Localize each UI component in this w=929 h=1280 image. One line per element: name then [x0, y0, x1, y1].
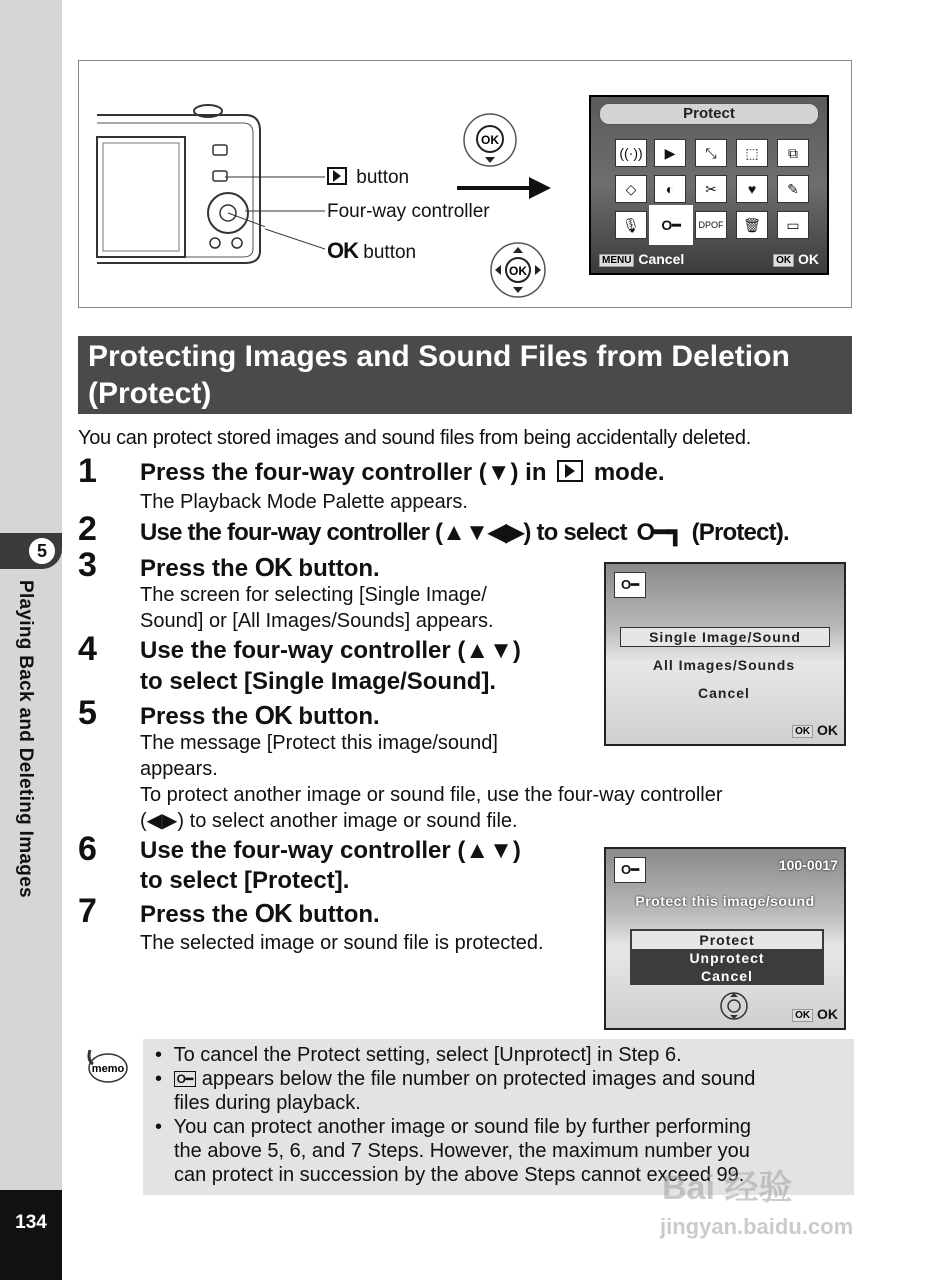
- protect-select-screen: [604, 562, 846, 746]
- ok-key: OK: [792, 1009, 813, 1022]
- screen2-ok[interactable]: [792, 1006, 838, 1022]
- step-4-heading-line2: to select [Single Image/Sound].: [140, 668, 497, 695]
- protect-key-icon: O━: [614, 857, 646, 883]
- step-6-number: 6: [78, 830, 97, 868]
- palette-title: Protect: [683, 105, 735, 122]
- red-eye-icon: ✂: [695, 175, 727, 203]
- ok-key: OK: [773, 254, 794, 267]
- filter-icon: ◐: [654, 175, 686, 203]
- callout-lines: [265, 169, 325, 251]
- memo-item-2-cont: files during playback.: [174, 1092, 361, 1114]
- ok-glyph: OK: [327, 238, 358, 263]
- playback-mode-icon: [557, 460, 583, 482]
- frame-icon: ♥: [736, 175, 768, 203]
- memo-item-2: [155, 1067, 755, 1091]
- playback-button-callout: [327, 167, 409, 189]
- page-number: 134: [0, 1190, 62, 1280]
- resize-icon: ⤡: [695, 139, 727, 167]
- memo-item-1-text: To cancel the Protect setting, select [Unprotect] in Step 6.: [173, 1044, 682, 1066]
- intro-text: You can protect stored images and sound files from being accidentally deleted.: [78, 427, 751, 449]
- step-3-heading-a: Press the: [140, 555, 249, 582]
- section-heading: Protecting Images and Sound Files from Deletion (Protect): [78, 336, 852, 414]
- copy-icon: ⧉: [777, 139, 809, 167]
- playback-button-label: button: [356, 167, 410, 188]
- ok-glyph: OK: [254, 898, 292, 928]
- palette-cancel[interactable]: [599, 251, 684, 267]
- step-5-number: 5: [78, 694, 97, 732]
- slideshow-icon: ▶: [654, 139, 686, 167]
- step-5-body-line4: (◀▶) to select another image or sound file.: [140, 810, 518, 832]
- option-all-images-sounds[interactable]: All Images/Sounds: [652, 657, 796, 673]
- palette-ok-label: OK: [798, 251, 819, 267]
- ok-button-label: button: [363, 242, 417, 263]
- start-screen-icon: ▭: [777, 211, 809, 239]
- memo-item-3-cont2: can protect in succession by the above Steps cannot exceed 99.: [174, 1164, 745, 1186]
- chapter-title: Playing Back and Deleting Images: [15, 580, 36, 898]
- step-2-heading-a: Use the four-way controller (▲▼◀▶) to select: [140, 519, 627, 546]
- ok-glyph: OK: [254, 700, 292, 730]
- memo-item-3: [155, 1115, 751, 1139]
- ok-press-icon-text: OK: [481, 133, 499, 147]
- step-5-heading-b: button.: [298, 703, 380, 730]
- protect-key-icon: O━: [174, 1071, 197, 1087]
- step-6-heading-line2: to select [Protect].: [140, 867, 350, 894]
- watermark-url: jingyan.baidu.com: [660, 1214, 854, 1239]
- step-5-heading: [140, 700, 380, 732]
- memo-item-2-text: appears below the file number on protected images and sound: [201, 1068, 756, 1090]
- step-7-heading-b: button.: [298, 901, 380, 928]
- step-3-heading-b: button.: [298, 555, 380, 582]
- bullet: •: [155, 1044, 163, 1066]
- memo-icon-label: memo: [91, 1063, 125, 1075]
- menu-key: MENU: [599, 254, 634, 267]
- step-3-body-line2: Sound] or [All Images/Sounds] appears.: [140, 610, 494, 632]
- palette-ok[interactable]: [773, 251, 819, 267]
- option-protect[interactable]: Protect: [632, 931, 822, 949]
- step-2-number: 2: [78, 510, 97, 548]
- step-1-heading-a: Press the four-way controller (▼) in: [140, 459, 547, 486]
- step-1-heading-b: mode.: [593, 459, 665, 486]
- file-number: 100-0017: [778, 857, 838, 873]
- step-7-heading-a: Press the: [140, 901, 249, 928]
- cropping-icon: ⬚: [736, 139, 768, 167]
- option-single-image-sound[interactable]: Single Image/Sound: [620, 627, 830, 647]
- screen1-ok[interactable]: [792, 722, 838, 738]
- illustration-box: [78, 60, 852, 308]
- playback-palette-screen: [589, 95, 829, 275]
- step-3-heading: [140, 552, 380, 584]
- option-unprotect[interactable]: Unprotect: [689, 950, 765, 966]
- fourway-controller-callout: Four-way controller: [327, 201, 490, 222]
- voice-memo-icon: 🎙: [615, 211, 647, 239]
- dpof-icon: DPOF: [695, 211, 727, 239]
- step-5-body-line3: To protect another image or sound file, use the four-way controller: [140, 784, 723, 806]
- step-4-heading-line1: Use the four-way controller (▲▼): [140, 637, 521, 664]
- step-1-body: The Playback Mode Palette appears.: [140, 491, 468, 513]
- step-1-heading: [140, 458, 665, 488]
- playback-icon: [327, 167, 347, 185]
- protect-message: Protect this image/sound: [635, 893, 815, 909]
- watermark-logo: Bai 经验: [662, 1169, 793, 1207]
- right-arrow-icon: [455, 175, 553, 201]
- protect-key-icon[interactable]: O━: [649, 205, 693, 245]
- memo-icon: [84, 1046, 128, 1084]
- step-2-heading: [140, 518, 789, 548]
- screen2-ok-label: OK: [817, 1006, 838, 1022]
- chapter-number: 5: [27, 536, 57, 566]
- step-7-heading: [140, 898, 380, 930]
- rotate-icon: ◇: [615, 175, 647, 203]
- bullet: •: [155, 1068, 163, 1090]
- step-5-body-line2: appears.: [140, 758, 218, 780]
- step-7-body: The selected image or sound file is protected.: [140, 932, 544, 954]
- ok-press-icon: [463, 113, 517, 169]
- sound-icon: ((·)): [615, 139, 647, 167]
- ok-glyph: OK: [254, 552, 292, 582]
- fourway-updown-icon: [718, 991, 750, 1021]
- protect-confirm-screen: [604, 847, 846, 1030]
- fourway-press-icon-text: OK: [509, 264, 527, 278]
- memo-item-3-cont1: the above 5, 6, and 7 Steps. However, the maximum number you: [174, 1140, 750, 1162]
- camera-back-illustration: [95, 101, 265, 271]
- edit-icon: ✎: [777, 175, 809, 203]
- fourway-press-icon: [489, 241, 549, 299]
- memo-item-3-text: You can protect another image or sound file by further performing: [173, 1116, 751, 1138]
- step-3-body-line1: The screen for selecting [Single Image/: [140, 584, 487, 606]
- step-6-heading-line1: Use the four-way controller (▲▼): [140, 837, 521, 864]
- option-cancel[interactable]: Cancel: [698, 685, 750, 701]
- memo-item-1: [155, 1043, 682, 1067]
- palette-cancel-label: Cancel: [638, 251, 685, 267]
- step-3-number: 3: [78, 546, 97, 584]
- option-cancel[interactable]: Cancel: [701, 968, 753, 984]
- step-1-number: 1: [78, 452, 97, 490]
- protect-key-icon: O━: [614, 572, 646, 598]
- ok-key: OK: [792, 725, 813, 738]
- ok-button-callout: [327, 238, 416, 264]
- step-5-body-line1: The message [Protect this image/sound]: [140, 732, 498, 754]
- step-5-heading-a: Press the: [140, 703, 249, 730]
- step-7-number: 7: [78, 892, 97, 930]
- protect-key-icon: O━┓: [636, 519, 682, 546]
- palette-title-bar: [599, 103, 819, 125]
- step-4-number: 4: [78, 630, 97, 668]
- trash-icon: 🗑: [736, 211, 768, 239]
- bullet: •: [155, 1116, 163, 1138]
- screen1-ok-label: OK: [817, 722, 838, 738]
- step-2-heading-b: (Protect).: [691, 519, 789, 546]
